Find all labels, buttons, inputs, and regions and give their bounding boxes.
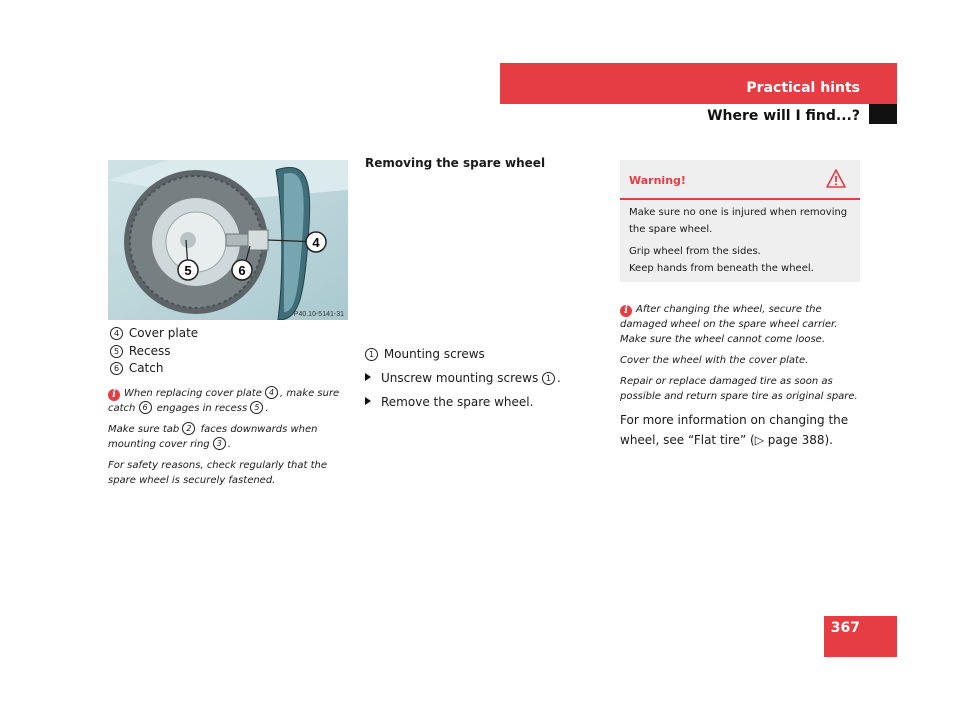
- figure-legend: [110, 325, 348, 378]
- legend-item: 4 Cover plate: [110, 325, 348, 343]
- section-title: Practical hints: [746, 80, 860, 96]
- spare-wheel-figure: [108, 160, 348, 320]
- more-info-text: For more information on changing the wheel, see “Flat tire” (▷ page 388).: [620, 413, 849, 447]
- page-number: 367: [830, 620, 860, 636]
- legend-item: 5 Recess: [110, 343, 348, 361]
- warning-text: Keep hands from beneath the wheel.: [629, 263, 814, 274]
- svg-text:4: 4: [312, 235, 320, 250]
- warning-box: [620, 160, 860, 282]
- figure-code: P40.10-5141-31: [293, 311, 344, 318]
- step-arrow-icon: [365, 397, 371, 405]
- warning-triangle-icon: [826, 169, 846, 192]
- warning-text: Grip wheel from the sides.: [629, 246, 761, 257]
- svg-text:5: 5: [184, 263, 192, 278]
- callout-4: [306, 232, 326, 252]
- warning-title: Warning!: [629, 174, 686, 187]
- info-icon: i: [620, 305, 632, 317]
- spare-wheel-illustration: [108, 160, 348, 320]
- legend-item-mounting-screws: 1 Mounting screws: [365, 345, 605, 363]
- step-remove: Remove the spare wheel.: [365, 393, 605, 411]
- info-note-left: i When replacing cover plate 4 , make sure catch 6 engages in recess 5 . Make sure tab 2 faces downwards when mounting cover ring 3 . For safety reasons, check regularly that the spare wheel is securely fastened.: [108, 388, 340, 486]
- step-unscrew: Unscrew mounting screws 1 .: [365, 369, 605, 387]
- callout-6: [232, 260, 252, 280]
- legend-item: 6 Catch: [110, 360, 348, 378]
- step-arrow-icon: [365, 373, 371, 381]
- svg-text:6: 6: [238, 263, 246, 278]
- info-icon: i: [108, 389, 120, 401]
- page-subtitle: Where will I find...?: [707, 108, 860, 124]
- warning-text: Make sure no one is injured when removing the spare wheel.: [629, 207, 848, 235]
- callout-5: [178, 260, 198, 280]
- header-tab-marker: [869, 104, 897, 124]
- page-ref-arrow-icon: ▷: [754, 433, 764, 447]
- info-note-right: i After changing the wheel, secure the damaged wheel on the spare wheel carrier. Make sure the wheel cannot come loose. Cover the wheel with the cover plate. Repair or replace damaged tire as soon as possible and return spare tire as original spare.: [620, 304, 858, 402]
- section-heading: Removing the spare wheel: [365, 156, 546, 170]
